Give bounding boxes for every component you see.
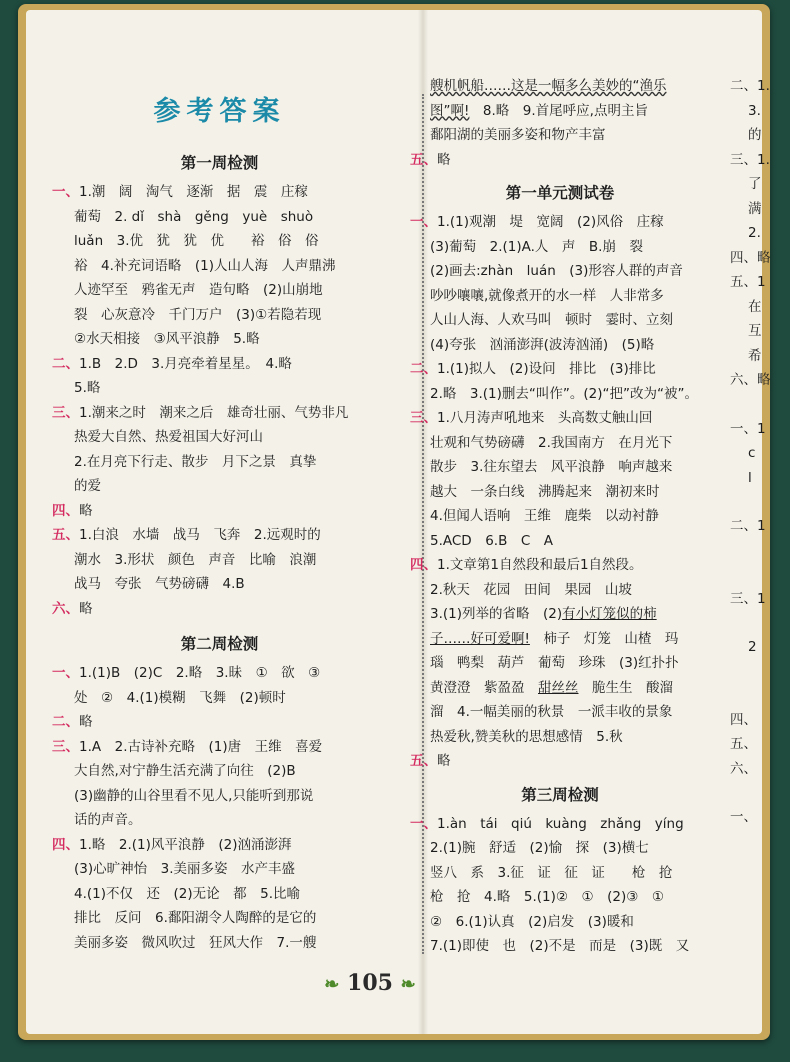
fragment-text: 二、1 [730,518,766,534]
answer-line: 2.在月亮下行走、散步 月下之景 真挚 [74,453,317,470]
answer-line: (4)夸张 汹涌澎湃(波涛汹涌) (5)略 [430,336,655,353]
fragment-text: 3. [748,102,761,119]
page-number: 105 [347,970,393,996]
answer-line: 越大 一条白线 沸腾起来 潮初来时 [430,483,660,500]
left-column [52,86,387,955]
fragment-text: 了 [748,176,762,192]
answer-line: 四、1.文章第1自然段和最后1自然段。 [410,557,643,573]
page-number-area [300,970,440,1002]
answer-line: ② 6.(1)认真 (2)启发 (3)暖和 [430,913,634,930]
answer-line: 瑙 鸭梨 葫芦 葡萄 珍珠 (3)红扑扑 [430,655,679,671]
answer-line: (3)葡萄 2.(1)A.人 声 B.崩 裂 [430,238,643,255]
answer-line: 枪 抢 4.略 5.(1)② ① (2)③ ① [430,889,664,905]
answer-line: 四、略 [52,502,93,519]
answer-line: 三、1.八月涛声吼地来 头高数丈触山回 [410,410,653,426]
answer-line: 黄澄澄 紫盈盈 甜丝丝 脆生生 酸溜 [430,679,673,696]
question-label: 四、 [410,557,437,573]
answer-line: 一、1.(1)B (2)C 2.略 3.昧 ① 欲 ③ [52,665,321,681]
leaf-ornament-icon: ❧ [400,974,416,995]
answer-line: 热爱秋,赞美秋的思想感情 5.秋 [430,728,623,745]
fragment-text: 六、 [730,760,757,777]
answer-line: 2.(1)腕 舒适 (2)愉 探 (3)横七 [430,840,649,856]
fragment-text: c [748,445,756,461]
answer-line: 3.(1)列举的省略 (2)有小灯笼似的柿 [430,606,657,622]
answer-line: 五、1.白浪 水墙 战马 飞奔 2.远观时的 [52,527,321,543]
fragment-text: 五、1 [730,274,766,290]
underlined-text: 甜丝丝 [538,679,579,696]
answer-line: 7.(1)即使 也 (2)不是 而是 (3)既 又 [430,938,690,954]
fragment-text: 希 [748,347,762,364]
fragment-text: 互 [748,323,762,339]
answer-line: 潮水 3.形状 颜色 声音 比喻 浪潮 [74,551,317,568]
question-label: 一、 [52,665,79,681]
question-label: 三、 [52,404,79,421]
fragment-text: 二、1. [730,78,770,94]
answer-line: 二、1.B 2.D 3.月亮牵着星星。 4.略 [52,355,292,372]
answer-line: 4.但闻人语响 王维 鹿柴 以动衬静 [430,508,659,524]
answer-line: 4.(1)不仅 还 (2)无论 都 5.比喻 [74,885,301,902]
answer-line: (3)心旷神怡 3.美丽多姿 水产丰盛 [74,861,296,877]
question-label: 二、 [410,361,437,377]
fragment-text: l [748,469,752,486]
answer-line: 五、略 [410,151,451,168]
answer-line: 战马 夸张 气势磅礴 4.B [74,576,245,592]
answer-line: 六、略 [52,600,93,617]
answer-line: 葡萄 2. dǐ shà gěng yuè shuò [74,208,314,225]
question-label: 一、 [410,214,437,230]
answer-line: 四、1.略 2.(1)风平浪静 (2)汹涌澎湃 [52,836,292,853]
fragment-text: 2. [748,225,761,241]
answer-line: ②水天相接 ③风平浪静 5.略 [74,331,260,347]
answer-line: (3)幽静的山谷里看不见人,只能听到那说 [74,787,314,804]
answer-line: 图”啊! 8.略 9.首尾呼应,点明主旨 [430,102,648,119]
wavy-underline-text: 图”啊! [430,102,470,119]
answer-line: 溜 4.一幅美丽的秋景 一派丰收的景象 [430,704,673,720]
question-label: 四、 [52,502,79,519]
answer-line: 裂 心灰意冷 千门万户 (3)①若隐若现 [74,306,322,323]
question-label: 三、 [410,410,437,426]
leaf-ornament-icon: ❧ [324,974,340,995]
question-label: 二、 [52,355,79,372]
question-label: 一、 [410,815,437,832]
answer-line: 壮观和气势磅礴 2.我国南方 在月光下 [430,434,673,451]
answer-line: (2)画去:zhàn luán (3)形容人群的声音 [430,263,683,279]
section-title-week3: 第三周检测 [521,785,599,804]
fragment-text: 满 [748,200,762,217]
answer-line: 三、1.潮来之时 潮来之后 雄奇壮丽、气势非凡 [52,404,349,421]
answer-line: 子……好可爱啊! 柿子 灯笼 山楂 玛 [430,630,679,647]
answer-line: 人迹罕至 鸦雀无声 造句略 (2)山崩地 [74,282,323,298]
answer-line: 2.略 3.(1)删去“叫作”。(2)“把”改为“被”。 [430,385,698,402]
section-title-week1: 第一周检测 [180,154,259,172]
answer-line: 一、1.(1)观潮 堤 宽阔 (2)风俗 庄稼 [410,214,664,230]
underlined-text: 子……好可爱啊! [430,630,530,647]
answer-line: 裕 4.补充词语略 (1)人山人海 人声鼎沸 [74,257,336,274]
answer-line: 大自然,对宁静生活充满了向往 (2)B [74,763,296,779]
fragment-text: 2 [748,639,757,655]
question-label: 五、 [52,527,79,543]
question-label: 六、 [52,600,79,617]
fragment-text: 三、1. [730,151,770,168]
answer-line: 话的声音。 [74,812,142,828]
answer-line: 的爱 [74,478,101,494]
middle-column [410,74,710,959]
question-label: 五、 [410,753,437,769]
question-label: 二、 [52,714,79,730]
fragment-text: 五、 [730,736,757,752]
fragment-text: 四、 [730,711,757,728]
answer-line: 二、1.(1)拟人 (2)设问 排比 (3)排比 [410,361,656,377]
wavy-underline-text: 艘机帆船……这是一幅多么美妙的“渔乐 [430,78,667,94]
answer-line: 热爱大自然、热爱祖国大好河山 [74,429,263,445]
answer-line: 散步 3.往东望去 风平浪静 响声越来 [430,459,673,475]
answer-line: 二、略 [52,714,93,730]
answer-line: 一、1.潮 阔 淘气 逐渐 据 震 庄稼 [52,184,308,200]
answer-line: 鄱阳湖的美丽多姿和物产丰富 [430,127,606,143]
question-label: 一、 [52,184,79,200]
answer-line: 排比 反问 6.鄱阳湖令人陶醉的是它的 [74,910,317,926]
answer-line: luǎn 3.优 犹 犹 优 裕 俗 俗 [74,233,319,249]
answer-line: 处 ② 4.(1)模糊 飞舞 (2)顿时 [74,689,286,706]
answer-line: 5.略 [74,380,101,396]
fragment-text: 在 [748,298,762,315]
fragment-text: 六、略 [730,372,771,388]
section-title-week2: 第二周检测 [180,635,259,653]
section-title-unit1: 第一单元测试卷 [505,184,615,202]
question-label: 四、 [52,836,79,853]
answer-line: 美丽多姿 微风吹过 狂风大作 7.一艘 [74,934,317,951]
page-title: 参考答案 [153,96,286,127]
answer-line: 吵吵嚷嚷,就像煮开的水一样 人非常多 [430,287,664,304]
answer-line: 三、1.A 2.古诗补充略 (1)唐 王维 喜爱 [52,738,323,755]
question-label: 五、 [410,151,437,168]
answer-line [410,74,710,99]
fragment-text: 四、略 [730,249,771,266]
answer-line: 5.ACD 6.B C A [430,532,554,549]
fragment-text: 一、1 [730,420,766,437]
answer-line: 竖八 系 3.征 证 征 证 枪 抢 [430,864,673,881]
underlined-text: 有小灯笼似的柿 [562,606,657,622]
answer-line: 人山人海、人欢马叫 顿时 霎时、立刻 [430,312,673,328]
fragment-text: 三、1 [730,590,766,607]
fragment-text: 一、 [730,809,757,825]
question-label: 三、 [52,738,79,755]
fragment-text: 的 [748,127,762,143]
right-page-fragments [730,74,790,830]
answer-line: 一、1.àn tái qiú kuàng zhǎng yíng [410,815,684,832]
answer-line: 2.秋天 花园 田间 果园 山坡 [430,581,632,598]
answer-line: 五、略 [410,753,451,769]
